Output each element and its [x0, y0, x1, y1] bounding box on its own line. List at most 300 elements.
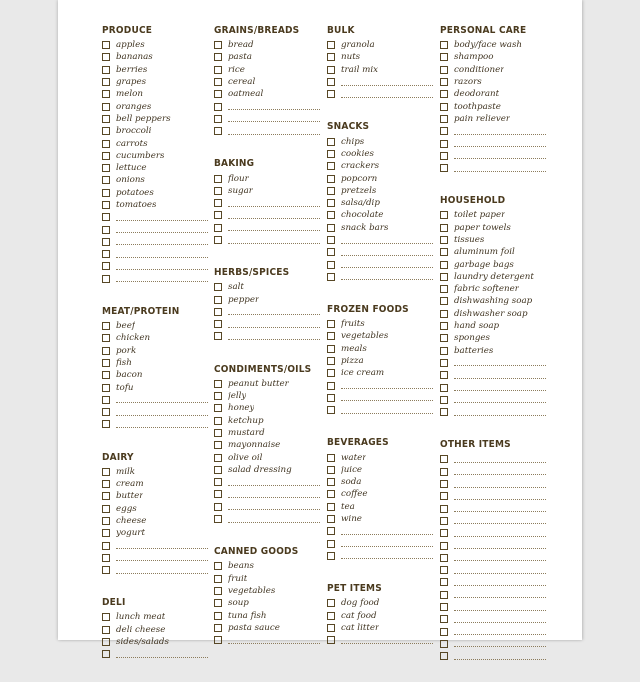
blank-write-in-line[interactable] [454, 128, 546, 135]
list-item[interactable] [327, 222, 439, 234]
checkbox-icon[interactable] [102, 492, 110, 500]
checkbox-icon[interactable] [440, 273, 448, 281]
blank-write-in-line[interactable] [341, 249, 433, 256]
checkbox-icon[interactable] [102, 371, 110, 379]
list-item[interactable] [327, 380, 439, 392]
checkbox-icon[interactable] [102, 529, 110, 537]
list-item[interactable] [214, 209, 326, 221]
checkbox-icon[interactable] [102, 103, 110, 111]
checkbox-icon[interactable] [102, 66, 110, 74]
checkbox-icon[interactable] [440, 78, 448, 86]
checkbox-icon[interactable] [440, 334, 448, 342]
list-item[interactable] [440, 381, 552, 393]
checkbox-icon[interactable] [214, 187, 222, 195]
list-item[interactable] [214, 585, 326, 597]
checkbox-icon[interactable] [327, 320, 335, 328]
list-item[interactable] [440, 503, 552, 515]
blank-write-in-line[interactable] [454, 372, 546, 379]
list-item[interactable] [102, 552, 214, 564]
blank-write-in-line[interactable] [116, 263, 208, 270]
list-item[interactable] [214, 573, 326, 585]
list-item[interactable] [327, 258, 439, 270]
list-item[interactable] [214, 306, 326, 318]
checkbox-icon[interactable] [214, 53, 222, 61]
list-item[interactable] [214, 597, 326, 609]
checkbox-icon[interactable] [327, 599, 335, 607]
list-item[interactable] [327, 246, 439, 258]
list-item[interactable] [327, 88, 439, 100]
checkbox-icon[interactable] [214, 332, 222, 340]
blank-write-in-line[interactable] [341, 394, 433, 401]
checkbox-icon[interactable] [102, 554, 110, 562]
checkbox-icon[interactable] [327, 90, 335, 98]
checkbox-icon[interactable] [440, 140, 448, 148]
checkbox-icon[interactable] [102, 275, 110, 283]
checkbox-icon[interactable] [214, 624, 222, 632]
checkbox-icon[interactable] [440, 127, 448, 135]
list-item[interactable] [102, 527, 214, 539]
list-item[interactable] [214, 113, 326, 125]
checkbox-icon[interactable] [102, 226, 110, 234]
blank-write-in-line[interactable] [454, 505, 546, 512]
checkbox-icon[interactable] [440, 492, 448, 500]
list-item[interactable] [440, 345, 552, 357]
checkbox-icon[interactable] [440, 297, 448, 305]
list-item[interactable] [440, 369, 552, 381]
blank-write-in-line[interactable] [228, 503, 320, 510]
checkbox-icon[interactable] [214, 175, 222, 183]
list-item[interactable] [327, 404, 439, 416]
list-item[interactable] [102, 611, 214, 623]
list-item[interactable] [440, 308, 552, 320]
list-item[interactable] [102, 478, 214, 490]
checkbox-icon[interactable] [440, 164, 448, 172]
checkbox-icon[interactable] [327, 624, 335, 632]
blank-write-in-line[interactable] [228, 333, 320, 340]
checkbox-icon[interactable] [214, 454, 222, 462]
list-item[interactable] [440, 88, 552, 100]
list-item[interactable] [440, 552, 552, 564]
checkbox-icon[interactable] [440, 66, 448, 74]
blank-write-in-line[interactable] [228, 200, 320, 207]
checkbox-icon[interactable] [102, 505, 110, 513]
list-item[interactable] [102, 394, 214, 406]
list-item[interactable] [440, 51, 552, 63]
list-item[interactable] [440, 332, 552, 344]
blank-write-in-line[interactable] [116, 396, 208, 403]
list-item[interactable] [214, 318, 326, 330]
checkbox-icon[interactable] [102, 78, 110, 86]
blank-write-in-line[interactable] [116, 214, 208, 221]
checkbox-icon[interactable] [102, 408, 110, 416]
list-item[interactable] [102, 648, 214, 660]
checkbox-icon[interactable] [214, 90, 222, 98]
checkbox-icon[interactable] [214, 127, 222, 135]
blank-write-in-line[interactable] [454, 653, 546, 660]
list-item[interactable] [327, 355, 439, 367]
blank-write-in-line[interactable] [341, 79, 433, 86]
checkbox-icon[interactable] [214, 490, 222, 498]
checkbox-icon[interactable] [214, 320, 222, 328]
checkbox-icon[interactable] [327, 357, 335, 365]
checkbox-icon[interactable] [327, 540, 335, 548]
checkbox-icon[interactable] [327, 454, 335, 462]
list-item[interactable] [327, 51, 439, 63]
list-item[interactable] [327, 343, 439, 355]
blank-write-in-line[interactable] [228, 224, 320, 231]
checkbox-icon[interactable] [327, 515, 335, 523]
checkbox-icon[interactable] [214, 236, 222, 244]
list-item[interactable] [327, 597, 439, 609]
list-item[interactable] [440, 125, 552, 137]
list-item[interactable] [440, 209, 552, 221]
list-item[interactable] [214, 51, 326, 63]
checkbox-icon[interactable] [440, 236, 448, 244]
list-item[interactable] [102, 76, 214, 88]
list-item[interactable] [214, 609, 326, 621]
checkbox-icon[interactable] [327, 41, 335, 49]
checkbox-icon[interactable] [102, 542, 110, 550]
list-item[interactable] [214, 451, 326, 463]
list-item[interactable] [327, 476, 439, 488]
checkbox-icon[interactable] [102, 334, 110, 342]
checkbox-icon[interactable] [440, 615, 448, 623]
list-item[interactable] [327, 160, 439, 172]
blank-write-in-line[interactable] [228, 103, 320, 110]
list-item[interactable] [214, 125, 326, 137]
list-item[interactable] [327, 525, 439, 537]
checkbox-icon[interactable] [102, 359, 110, 367]
list-item[interactable] [327, 234, 439, 246]
checkbox-icon[interactable] [327, 66, 335, 74]
list-item[interactable] [102, 332, 214, 344]
list-item[interactable] [440, 222, 552, 234]
list-item[interactable] [327, 622, 439, 634]
checkbox-icon[interactable] [214, 417, 222, 425]
blank-write-in-line[interactable] [228, 237, 320, 244]
checkbox-icon[interactable] [327, 612, 335, 620]
blank-write-in-line[interactable] [341, 637, 433, 644]
list-item[interactable] [102, 174, 214, 186]
list-item[interactable] [102, 88, 214, 100]
list-item[interactable] [102, 273, 214, 285]
blank-write-in-line[interactable] [454, 517, 546, 524]
checkbox-icon[interactable] [102, 480, 110, 488]
list-item[interactable] [214, 513, 326, 525]
list-item[interactable] [327, 464, 439, 476]
checkbox-icon[interactable] [214, 587, 222, 595]
checkbox-icon[interactable] [440, 347, 448, 355]
checkbox-icon[interactable] [102, 322, 110, 330]
list-item[interactable] [102, 162, 214, 174]
checkbox-icon[interactable] [327, 248, 335, 256]
checkbox-icon[interactable] [214, 199, 222, 207]
list-item[interactable] [327, 634, 439, 646]
list-item[interactable] [102, 539, 214, 551]
list-item[interactable] [214, 222, 326, 234]
list-item[interactable] [440, 357, 552, 369]
blank-write-in-line[interactable] [341, 528, 433, 535]
blank-write-in-line[interactable] [454, 165, 546, 172]
checkbox-icon[interactable] [327, 406, 335, 414]
blank-write-in-line[interactable] [454, 616, 546, 623]
checkbox-icon[interactable] [102, 517, 110, 525]
blank-write-in-line[interactable] [341, 91, 433, 98]
checkbox-icon[interactable] [440, 103, 448, 111]
list-item[interactable] [102, 223, 214, 235]
list-item[interactable] [214, 185, 326, 197]
checkbox-icon[interactable] [214, 296, 222, 304]
list-item[interactable] [327, 451, 439, 463]
checkbox-icon[interactable] [327, 187, 335, 195]
blank-write-in-line[interactable] [454, 396, 546, 403]
list-item[interactable] [440, 515, 552, 527]
checkbox-icon[interactable] [327, 490, 335, 498]
checkbox-icon[interactable] [327, 162, 335, 170]
list-item[interactable] [440, 478, 552, 490]
blank-write-in-line[interactable] [116, 409, 208, 416]
list-item[interactable] [214, 293, 326, 305]
blank-write-in-line[interactable] [454, 409, 546, 416]
list-item[interactable] [440, 100, 552, 112]
checkbox-icon[interactable] [327, 382, 335, 390]
blank-write-in-line[interactable] [454, 468, 546, 475]
list-item[interactable] [102, 503, 214, 515]
blank-write-in-line[interactable] [228, 491, 320, 498]
list-item[interactable] [102, 248, 214, 260]
checkbox-icon[interactable] [327, 211, 335, 219]
list-item[interactable] [440, 64, 552, 76]
checkbox-icon[interactable] [440, 640, 448, 648]
checkbox-icon[interactable] [102, 53, 110, 61]
checkbox-icon[interactable] [214, 103, 222, 111]
checkbox-icon[interactable] [214, 636, 222, 644]
blank-write-in-line[interactable] [454, 481, 546, 488]
blank-write-in-line[interactable] [454, 493, 546, 500]
list-item[interactable] [327, 172, 439, 184]
checkbox-icon[interactable] [440, 53, 448, 61]
list-item[interactable] [440, 490, 552, 502]
blank-write-in-line[interactable] [116, 226, 208, 233]
checkbox-icon[interactable] [214, 66, 222, 74]
list-item[interactable] [102, 564, 214, 576]
blank-write-in-line[interactable] [454, 530, 546, 537]
list-item[interactable] [214, 439, 326, 451]
checkbox-icon[interactable] [327, 53, 335, 61]
checkbox-icon[interactable] [102, 650, 110, 658]
checkbox-icon[interactable] [102, 140, 110, 148]
list-item[interactable] [214, 88, 326, 100]
blank-write-in-line[interactable] [341, 540, 433, 547]
list-item[interactable] [214, 464, 326, 476]
list-item[interactable] [102, 357, 214, 369]
list-item[interactable] [214, 634, 326, 646]
checkbox-icon[interactable] [214, 404, 222, 412]
checkbox-icon[interactable] [214, 515, 222, 523]
list-item[interactable] [102, 236, 214, 248]
list-item[interactable] [327, 367, 439, 379]
blank-write-in-line[interactable] [116, 542, 208, 549]
list-item[interactable] [440, 113, 552, 125]
list-item[interactable] [214, 378, 326, 390]
blank-write-in-line[interactable] [454, 359, 546, 366]
list-item[interactable] [102, 113, 214, 125]
list-item[interactable] [102, 490, 214, 502]
checkbox-icon[interactable] [214, 380, 222, 388]
list-item[interactable] [440, 258, 552, 270]
list-item[interactable] [327, 209, 439, 221]
checkbox-icon[interactable] [214, 211, 222, 219]
list-item[interactable] [214, 402, 326, 414]
list-item[interactable] [327, 148, 439, 160]
checkbox-icon[interactable] [327, 78, 335, 86]
checkbox-icon[interactable] [102, 638, 110, 646]
checkbox-icon[interactable] [440, 396, 448, 404]
checkbox-icon[interactable] [102, 176, 110, 184]
checkbox-icon[interactable] [214, 612, 222, 620]
checkbox-icon[interactable] [102, 613, 110, 621]
list-item[interactable] [327, 318, 439, 330]
list-item[interactable] [102, 150, 214, 162]
checkbox-icon[interactable] [214, 41, 222, 49]
checkbox-icon[interactable] [214, 562, 222, 570]
list-item[interactable] [214, 281, 326, 293]
checkbox-icon[interactable] [102, 420, 110, 428]
checkbox-icon[interactable] [102, 189, 110, 197]
blank-write-in-line[interactable] [454, 640, 546, 647]
list-item[interactable] [214, 390, 326, 402]
list-item[interactable] [214, 427, 326, 439]
checkbox-icon[interactable] [440, 41, 448, 49]
blank-write-in-line[interactable] [341, 273, 433, 280]
list-item[interactable] [440, 564, 552, 576]
list-item[interactable] [327, 538, 439, 550]
blank-write-in-line[interactable] [116, 251, 208, 258]
checkbox-icon[interactable] [214, 503, 222, 511]
list-item[interactable] [102, 406, 214, 418]
list-item[interactable] [102, 100, 214, 112]
checkbox-icon[interactable] [440, 322, 448, 330]
checkbox-icon[interactable] [440, 566, 448, 574]
checkbox-icon[interactable] [214, 478, 222, 486]
checkbox-icon[interactable] [102, 468, 110, 476]
blank-write-in-line[interactable] [228, 128, 320, 135]
checkbox-icon[interactable] [214, 441, 222, 449]
list-item[interactable] [440, 406, 552, 418]
checkbox-icon[interactable] [214, 575, 222, 583]
list-item[interactable] [214, 622, 326, 634]
checkbox-icon[interactable] [327, 503, 335, 511]
list-item[interactable] [327, 501, 439, 513]
checkbox-icon[interactable] [327, 332, 335, 340]
list-item[interactable] [440, 625, 552, 637]
checkbox-icon[interactable] [327, 150, 335, 158]
list-item[interactable] [440, 601, 552, 613]
checkbox-icon[interactable] [327, 394, 335, 402]
checkbox-icon[interactable] [327, 138, 335, 146]
list-item[interactable] [214, 488, 326, 500]
blank-write-in-line[interactable] [341, 407, 433, 414]
blank-write-in-line[interactable] [116, 554, 208, 561]
checkbox-icon[interactable] [327, 636, 335, 644]
checkbox-icon[interactable] [440, 628, 448, 636]
list-item[interactable] [440, 539, 552, 551]
list-item[interactable] [102, 187, 214, 199]
checkbox-icon[interactable] [102, 213, 110, 221]
blank-write-in-line[interactable] [228, 321, 320, 328]
blank-write-in-line[interactable] [454, 579, 546, 586]
list-item[interactable] [440, 394, 552, 406]
list-item[interactable] [214, 100, 326, 112]
blank-write-in-line[interactable] [116, 651, 208, 658]
list-item[interactable] [102, 51, 214, 63]
checkbox-icon[interactable] [214, 78, 222, 86]
checkbox-icon[interactable] [102, 115, 110, 123]
checkbox-icon[interactable] [327, 552, 335, 560]
checkbox-icon[interactable] [102, 90, 110, 98]
list-item[interactable] [102, 64, 214, 76]
checkbox-icon[interactable] [440, 211, 448, 219]
checkbox-icon[interactable] [327, 224, 335, 232]
list-item[interactable] [327, 39, 439, 51]
checkbox-icon[interactable] [102, 347, 110, 355]
list-item[interactable] [440, 613, 552, 625]
blank-write-in-line[interactable] [228, 479, 320, 486]
blank-write-in-line[interactable] [228, 212, 320, 219]
checkbox-icon[interactable] [440, 505, 448, 513]
checkbox-icon[interactable] [440, 371, 448, 379]
list-item[interactable] [214, 64, 326, 76]
checkbox-icon[interactable] [440, 310, 448, 318]
list-item[interactable] [440, 162, 552, 174]
list-item[interactable] [327, 135, 439, 147]
list-item[interactable] [327, 330, 439, 342]
checkbox-icon[interactable] [440, 408, 448, 416]
blank-write-in-line[interactable] [454, 567, 546, 574]
checkbox-icon[interactable] [440, 384, 448, 392]
blank-write-in-line[interactable] [116, 421, 208, 428]
list-item[interactable] [214, 197, 326, 209]
checkbox-icon[interactable] [214, 283, 222, 291]
checkbox-icon[interactable] [102, 127, 110, 135]
checkbox-icon[interactable] [327, 466, 335, 474]
checkbox-icon[interactable] [327, 345, 335, 353]
checkbox-icon[interactable] [327, 175, 335, 183]
list-item[interactable] [440, 295, 552, 307]
checkbox-icon[interactable] [102, 262, 110, 270]
checkbox-icon[interactable] [440, 603, 448, 611]
list-item[interactable] [102, 260, 214, 272]
checkbox-icon[interactable] [102, 238, 110, 246]
list-item[interactable] [214, 76, 326, 88]
checkbox-icon[interactable] [440, 152, 448, 160]
checkbox-icon[interactable] [102, 566, 110, 574]
list-item[interactable] [440, 466, 552, 478]
list-item[interactable] [327, 271, 439, 283]
list-item[interactable] [102, 137, 214, 149]
blank-write-in-line[interactable] [116, 275, 208, 282]
checkbox-icon[interactable] [440, 90, 448, 98]
checkbox-icon[interactable] [440, 578, 448, 586]
list-item[interactable] [327, 609, 439, 621]
list-item[interactable] [214, 39, 326, 51]
checkbox-icon[interactable] [440, 529, 448, 537]
blank-write-in-line[interactable] [341, 382, 433, 389]
list-item[interactable] [327, 488, 439, 500]
checkbox-icon[interactable] [102, 41, 110, 49]
list-item[interactable] [327, 513, 439, 525]
list-item[interactable] [102, 369, 214, 381]
